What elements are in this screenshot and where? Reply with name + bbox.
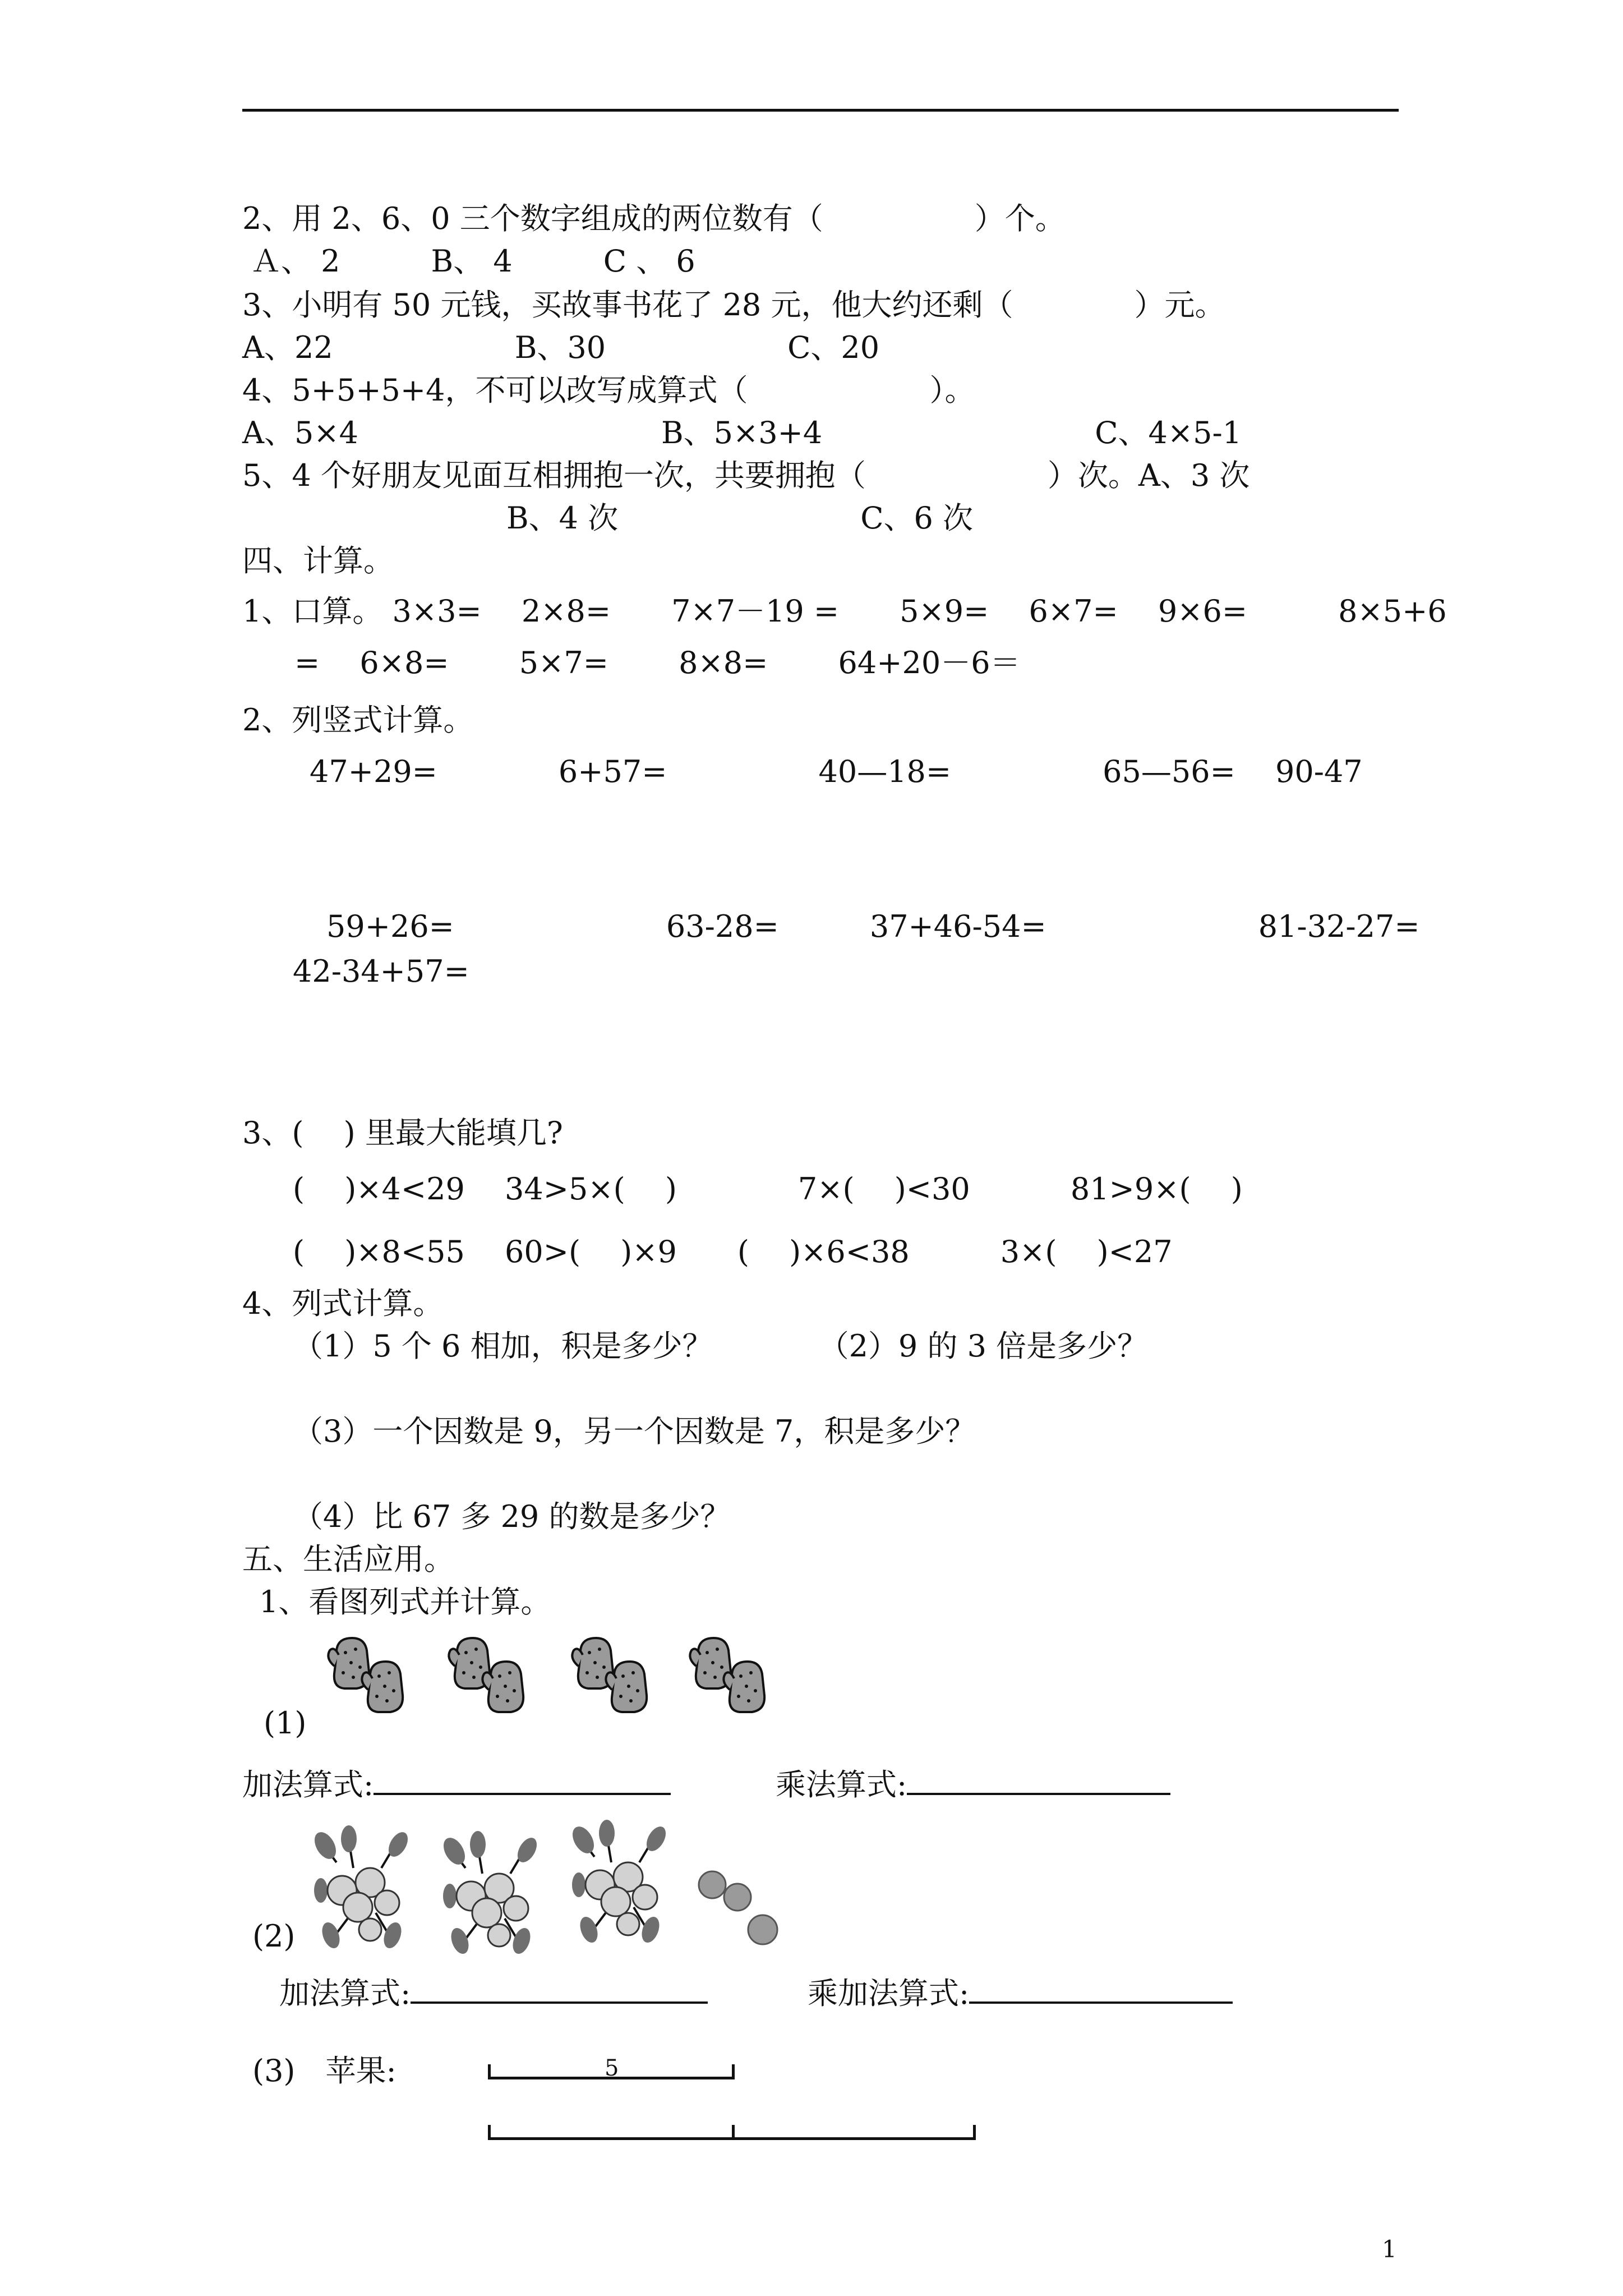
fill-row-2: ( )×8<55 60>( )×9 ( )×6<38 3×( )<27 [293, 1234, 1173, 1269]
p2-label: (2) [252, 1918, 296, 1954]
formula-4: （4）比 67 多 29 的数是多少？ [293, 1499, 731, 1534]
p1-add-answer-line[interactable] [374, 1766, 671, 1795]
q5-text: 5、4 个好朋友见面互相拥抱一次，共要拥抱（ ）次。A、3 次 [242, 458, 1250, 493]
oral-line-2: = 6×8= 5×7= 8×8= 64+20－6＝ [294, 645, 1021, 680]
p1-mul-answer-line[interactable] [907, 1766, 1170, 1795]
section5-subtitle: 1、看图列式并计算。 [259, 1584, 551, 1619]
header-rule [242, 109, 1399, 112]
fill-row-1: ( )×4<29 34>5×( ) 7×( )<30 81>9×( ) [293, 1171, 1243, 1207]
section5-title: 五、生活应用。 [242, 1542, 454, 1577]
q3-options: A、22 B、30 C、20 [242, 330, 880, 365]
formula-3: （3）一个因数是 9，另一个因数是 7，积是多少？ [293, 1414, 976, 1449]
p1-label: (1) [264, 1705, 307, 1741]
apple-branch-icon [568, 1820, 670, 1945]
formula-title: 4、列式计算。 [242, 1286, 444, 1321]
q3-text: 3、小明有 50 元钱，买故事书花了 28 元，他大约还剩（ ）元。 [242, 287, 1225, 323]
mitten-pairs-picture [320, 1627, 802, 1728]
p1-mul-label: 乘法算式: [776, 1767, 907, 1802]
mitten-pair-icon [328, 1638, 403, 1712]
q2-text: 2、用 2、6、0 三个数字组成的两位数有（ ）个。 [242, 201, 1066, 236]
mitten-pair-icon [572, 1638, 647, 1712]
fill-title: 3、( ) 里最大能填几? [242, 1115, 563, 1151]
section4-title: 四、计算。 [242, 543, 394, 578]
bar-segment-2 [732, 2125, 976, 2140]
q4-text: 4、5+5+5+4，不可以改写成算式（ ）。 [242, 372, 975, 408]
p2-add-answer-line[interactable] [411, 1975, 708, 2004]
apple-branch-icon [310, 1825, 412, 1950]
mitten-pair-icon [449, 1638, 523, 1712]
p1-mul-row [776, 1766, 1170, 1803]
vertical-row-1: 47+29= 6+57= 40—18= 65—56= 90-47 [310, 754, 1363, 789]
p1-add-row [242, 1766, 671, 1803]
q4-options: A、5×4 B、5×3+4 C、4×5-1 [242, 415, 1242, 450]
vertical-row-2: 59+26= 63-28= 37+46-54= 81-32-27= [326, 909, 1420, 944]
mitten-pair-icon [690, 1638, 764, 1712]
loose-apples [699, 1871, 777, 1944]
p1-add-label: 加法算式: [242, 1767, 374, 1802]
oral-line-1: 1、口算。 3×3= 2×8= 7×7－19 = 5×9= 6×7= 9×6= 8×5+6 [242, 593, 1447, 629]
p3-label: (3) 苹果: [252, 2053, 396, 2088]
apple-branch-icon [439, 1831, 541, 1956]
p2-muladd-label: 乘加法算式: [808, 1976, 970, 2011]
vertical-row-3: 42-34+57= [293, 954, 469, 989]
vertical-title: 2、列竖式计算。 [242, 702, 474, 738]
p2-add-row [279, 1975, 708, 2012]
q2-options: Ａ、 2 B、 4 C 、 6 [251, 243, 695, 279]
page-number: 1 [1382, 2235, 1397, 2263]
p2-add-label: 加法算式: [279, 1976, 411, 2011]
bar-mark: 5 [605, 2055, 619, 2081]
q5-options: B、4 次 C、6 次 [506, 500, 974, 536]
p2-muladd-row [808, 1975, 1233, 2012]
p2-muladd-answer-line[interactable] [969, 1975, 1233, 2004]
formula-1: （1）5 个 6 相加，积是多少？ （2）9 的 3 倍是多少？ [293, 1328, 1148, 1364]
apple-branches-picture [308, 1818, 791, 1963]
bar-segment-1 [488, 2125, 735, 2140]
